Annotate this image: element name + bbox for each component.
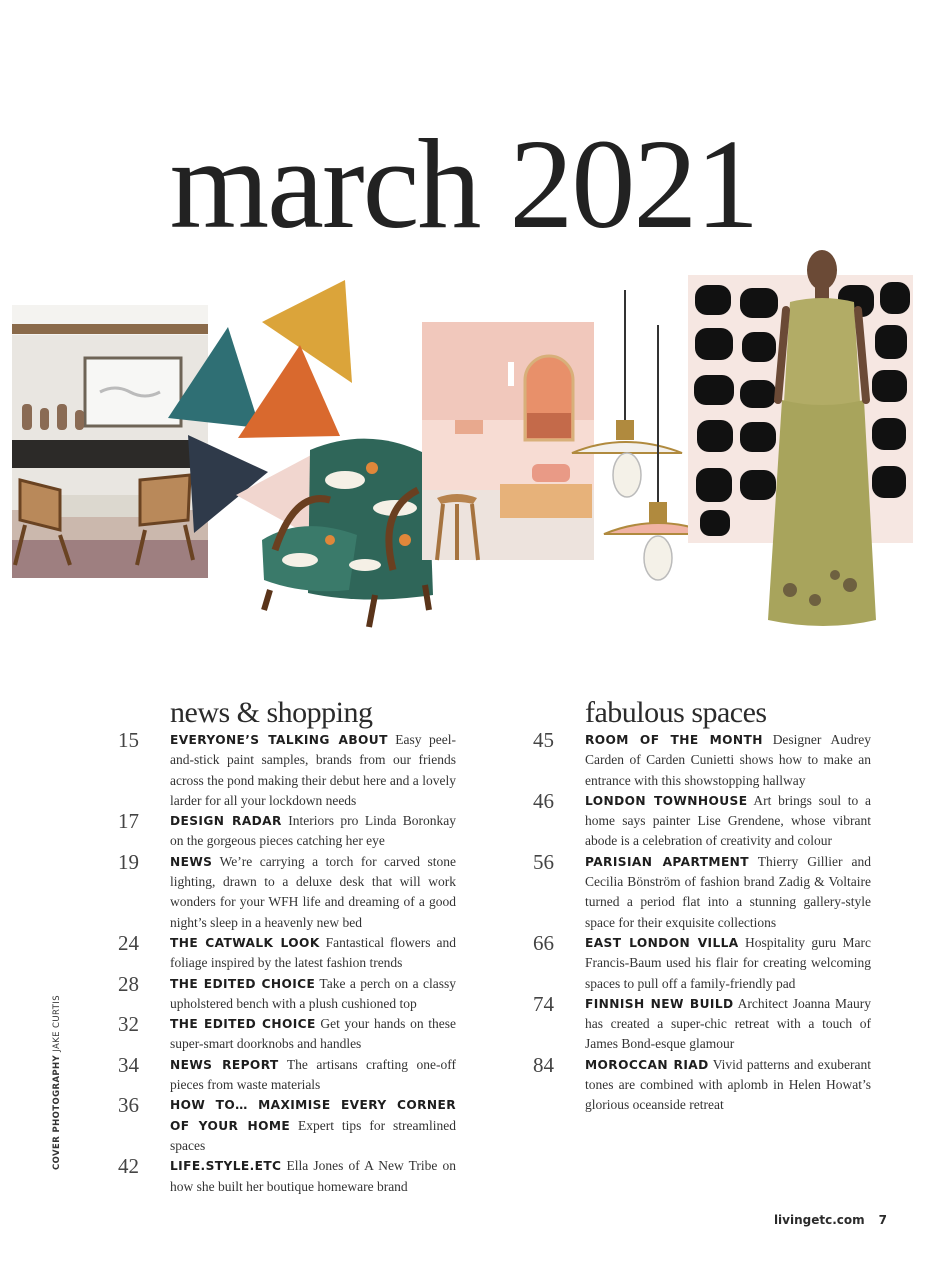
entry-description: Architect Joanna Maury has created a super-chic retreat with a touch of James Bond-esque glamour	[585, 995, 871, 1052]
entry-description: Easy peel-and-stick paint samples, brands from our friends across the pond making their debut here and a lovely larder for all your lockdown needs	[170, 732, 456, 808]
entry-headline: EAST LONDON VILLA	[585, 935, 739, 950]
footer-page-number: 7	[878, 1213, 887, 1227]
page-number: 24	[118, 930, 139, 955]
entry-headline: DESIGN RADAR	[170, 814, 282, 829]
page-number: 46	[533, 788, 554, 813]
entry-headline: LIFE.STYLE.ETC	[170, 1159, 282, 1174]
contents-column-left	[118, 728, 456, 1197]
page-number: 45	[533, 728, 554, 752]
page-number: 56	[533, 849, 554, 874]
page-number: 34	[118, 1052, 139, 1077]
credit-label: COVER PHOTOGRAPHY	[52, 1054, 62, 1170]
entry-headline: NEWS REPORT	[170, 1057, 279, 1072]
section-title-news-shopping: news & shopping	[170, 696, 373, 729]
footer-site-link[interactable]: livingetc.com	[773, 1213, 865, 1227]
credit-name: JAKE CURTIS	[52, 995, 62, 1052]
contents-entry[interactable]	[533, 1052, 872, 1116]
page-footer	[774, 1213, 887, 1227]
page-number: 66	[533, 930, 554, 955]
entry-description: Designer Audrey Carden of Carden Cunietti shows how to make an entrance with this showstopping hallway	[585, 732, 871, 788]
cover-photography-credit	[52, 995, 62, 1170]
entry-description: Fantastical flowers and foliage inspired by the latest fashion trends	[170, 934, 456, 971]
contents-entry[interactable]	[118, 849, 456, 933]
contents-entry[interactable]	[118, 728, 456, 811]
contents-entry[interactable]	[533, 849, 871, 933]
page-number: 17	[118, 809, 139, 834]
page-number: 42	[118, 1154, 139, 1179]
entry-headline: NEWS	[170, 854, 213, 869]
page-title: march 2021	[169, 113, 758, 255]
contents-entry[interactable]	[118, 809, 456, 852]
contents-entry[interactable]	[118, 971, 456, 1015]
entry-description: Interiors pro Linda Boronkay on the gorgeous pieces catching her eye	[170, 813, 456, 849]
contents-entry[interactable]	[118, 1093, 456, 1156]
page-number: 36	[118, 1093, 139, 1118]
page-number: 19	[118, 849, 139, 874]
entry-description: Expert tips for streamlined spaces	[170, 1117, 456, 1153]
entry-headline: THE CATWALK LOOK	[170, 935, 320, 950]
contents-entry[interactable]	[118, 930, 456, 974]
contents-entry[interactable]	[118, 1154, 456, 1197]
photo-collage	[0, 240, 927, 640]
entry-description: Get your hands on these super-smart doorknobs and handles	[170, 1016, 456, 1052]
entry-headline: LONDON TOWNHOUSE	[585, 793, 748, 808]
contents-entry[interactable]	[533, 930, 871, 994]
contents-entry[interactable]	[118, 1052, 456, 1096]
entry-description: Hospitality guru Marc Francis-Baum used his flair for creating welcoming spaces to pull off a family-friendly pad	[585, 934, 871, 991]
pink-bathroom-photo	[422, 322, 594, 560]
entry-headline: EVERYONE’S TALKING ABOUT	[170, 733, 388, 747]
entry-description: Thierry Gillier and Cecilia Bönström of fashion brand Zadig & Voltaire turned a period flat into a stunning gallery-style space for their exquisite collections	[585, 853, 871, 930]
entry-headline: FINNISH NEW BUILD	[585, 996, 734, 1011]
contents-entry[interactable]	[533, 991, 871, 1055]
contents-entry[interactable]	[533, 728, 871, 791]
page-number: 74	[533, 991, 554, 1016]
entry-description: Take a perch on a classy upholstered bench with a plush cushioned top	[170, 975, 456, 1011]
entry-headline: ROOM OF THE MONTH	[585, 733, 763, 747]
living-room-photo	[12, 305, 208, 578]
page-number: 32	[118, 1012, 139, 1037]
entry-headline: THE EDITED CHOICE	[170, 1017, 316, 1032]
entry-description: Art brings soul to a home says painter Lise Grendene, whose vibrant abode is a celebration of creativity and colour	[585, 792, 871, 849]
page-number: 15	[118, 728, 139, 752]
entry-headline: THE EDITED CHOICE	[170, 976, 316, 991]
entry-description: We’re carrying a torch for carved stone lighting, drawn to a deluxe desk that will work wonders for your WFH life and dreaming of a good night’s sleep in a heavenly new bed	[170, 853, 456, 930]
entry-headline: MOROCCAN RIAD	[585, 1057, 709, 1072]
contents-entry[interactable]	[533, 788, 871, 852]
entry-description: Vivid patterns and exuberant tones are combined with aplomb in Helen Howat’s glorious oceanside retreat	[585, 1056, 872, 1113]
contents-entry[interactable]	[118, 1012, 456, 1055]
entry-description: The artisans crafting one-off pieces from waste materials	[170, 1056, 456, 1093]
page-number: 84	[533, 1052, 554, 1077]
page-number: 28	[118, 971, 139, 996]
contents-column-right	[533, 728, 872, 1116]
floral-armchair	[262, 439, 433, 627]
entry-headline: HOW TO… MAXIMISE EVERY CORNER OF YOUR HOME	[170, 1098, 456, 1133]
entry-description: Ella Jones of A New Tribe on how she built her boutique homeware brand	[170, 1158, 456, 1194]
entry-headline: PARISIAN APARTMENT	[585, 854, 749, 869]
section-title-fabulous-spaces: fabulous spaces	[585, 696, 767, 729]
